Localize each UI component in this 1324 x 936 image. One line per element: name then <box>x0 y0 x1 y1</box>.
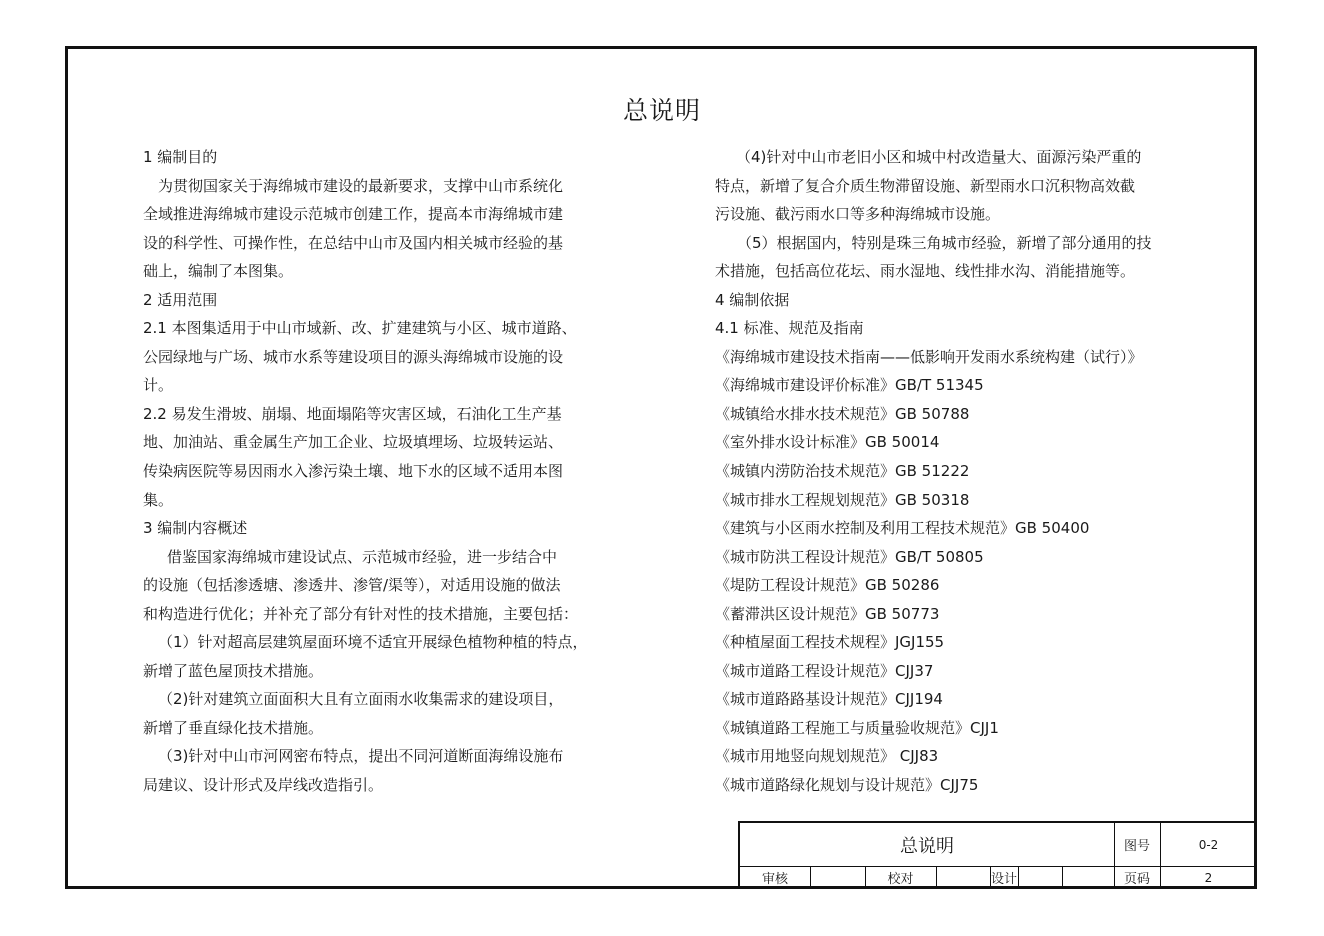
text-line: 1 编制目的 <box>143 148 218 166</box>
text-line: 集。 <box>143 490 174 509</box>
design-label: 设计 <box>990 872 1017 887</box>
page-label: 页码 <box>1123 872 1150 887</box>
text-line: 《种植屋面工程技术规程》JGJ155 <box>715 633 945 652</box>
page-number: 2 <box>1204 870 1213 885</box>
right-column <box>715 143 1215 800</box>
text-line: 特点，新增了复合介质生物滞留设施、新型雨水口沉积物高效截 <box>715 176 1136 195</box>
check-label: 校对 <box>887 872 914 887</box>
text-line: 2.2 易发生滑坡、崩塌、地面塌陷等灾害区域，石油化工生产基 <box>143 404 562 423</box>
text-line: 2.1 本图集适用于中山市域新、改、扩建建筑与小区、城市道路、 <box>143 319 577 338</box>
text-line: 3 编制内容概述 <box>143 519 248 538</box>
text-line: （3)针对中山市河网密布特点，提出不同河道断面海绵设施布 <box>158 747 564 766</box>
text-line: 术措施，包括高位花坛、雨水湿地、线性排水沟、消能措施等。 <box>715 262 1136 281</box>
text-line: 《建筑与小区雨水控制及利用工程技术规范》GB 50400 <box>715 519 1090 538</box>
figure-no-label: 图号 <box>1123 839 1150 854</box>
left-column <box>143 143 643 800</box>
text-line: 础上，编制了本图集。 <box>143 262 294 281</box>
text-line: 2 适用范围 <box>143 290 218 309</box>
text-line: 传染病医院等易因雨水入渗污染土壤、地下水的区域不适用本图 <box>143 462 564 481</box>
text-line: 《蓄滞洪区设计规范》GB 50773 <box>715 604 940 623</box>
text-line: 设的科学性、可操作性，在总结中山市及国内相关城市经验的基 <box>143 233 564 252</box>
text-line: 全域推进海绵城市建设示范城市创建工作，提高本市海绵城市建 <box>143 205 564 224</box>
text-line: 《城市道路工程设计规范》CJJ37 <box>715 661 934 680</box>
text-line: 计。 <box>143 376 174 395</box>
text-line: 为贯彻国家关于海绵城市建设的最新要求，支撑中山市系统化 <box>158 176 564 195</box>
text-line: 新增了垂直绿化技术措施。 <box>143 718 324 737</box>
text-line: 《海绵城市建设技术指南——低影响开发雨水系统构建（试行）》 <box>715 347 1143 366</box>
title-block-vline <box>1018 866 1019 889</box>
text-line: 《城镇内涝防治技术规范》GB 51222 <box>715 462 970 481</box>
text-line: 4.1 标准、规范及指南 <box>715 319 864 338</box>
text-line: 借鉴国家海绵城市建设试点、示范城市经验，进一步结合中 <box>167 547 558 566</box>
text-line: 局建议、设计形式及岸线改造指引。 <box>143 776 384 795</box>
review-label: 审核 <box>761 872 788 887</box>
text-line: 污设施、截污雨水口等多种海绵城市设施。 <box>715 205 1001 224</box>
title-block <box>738 821 1257 889</box>
text-line: 《城镇道路工程施工与质量验收规范》CJJ1 <box>715 718 999 737</box>
text-line: 《城市道路路基设计规范》CJJ194 <box>715 690 943 709</box>
text-line: 《室外排水设计标准》GB 50014 <box>715 433 940 452</box>
text-line: 和构造进行优化；并补充了部分有针对性的技术措施，主要包括： <box>143 604 579 623</box>
text-line: 公园绿地与广场、城市水系等建设项目的源头海绵城市设施的设 <box>143 347 564 366</box>
text-line: 的设施（包括渗透塘、渗透井、渗管/渠等），对适用设施的做法 <box>143 576 561 595</box>
text-line: 新增了蓝色屋顶技术措施。 <box>143 661 324 680</box>
page-title: 总说明 <box>622 96 701 125</box>
text-line: 《城镇给水排水技术规范》GB 50788 <box>715 404 970 423</box>
text-line: 《堤防工程设计规范》GB 50286 <box>715 576 940 595</box>
text-line: 《城市排水工程规划规范》GB 50318 <box>715 490 970 509</box>
text-line: 《海绵城市建设评价标准》GB/T 51345 <box>715 376 984 395</box>
text-line: （5）根据国内，特别是珠三角城市经验，新增了部分通用的技 <box>737 233 1152 252</box>
text-line: 《城市道路绿化规划与设计规范》CJJ75 <box>715 776 979 795</box>
figure-no-value: 0-2 <box>1198 837 1219 852</box>
text-line: 《城市用地竖向规划规范》 CJJ83 <box>715 747 939 766</box>
text-line: 《城市防洪工程设计规范》GB/T 50805 <box>715 547 984 566</box>
title-block-vline <box>1062 866 1063 889</box>
text-line: 地、加油站、重金属生产加工企业、垃圾填埋场、垃圾转运站、 <box>143 433 564 452</box>
text-line: （1）针对超高层建筑屋面环境不适宜开展绿色植物种植的特点， <box>158 633 588 652</box>
text-line: （4)针对中山市老旧小区和城中村改造量大、面源污染严重的 <box>736 148 1142 166</box>
title-block-drawing-title: 总说明 <box>900 835 954 857</box>
title-block-vline <box>936 866 937 889</box>
title-block-vline <box>810 866 811 889</box>
text-line: 4 编制依据 <box>715 290 790 309</box>
text-line: （2)针对建筑立面面积大且有立面雨水收集需求的建设项目， <box>158 690 564 709</box>
